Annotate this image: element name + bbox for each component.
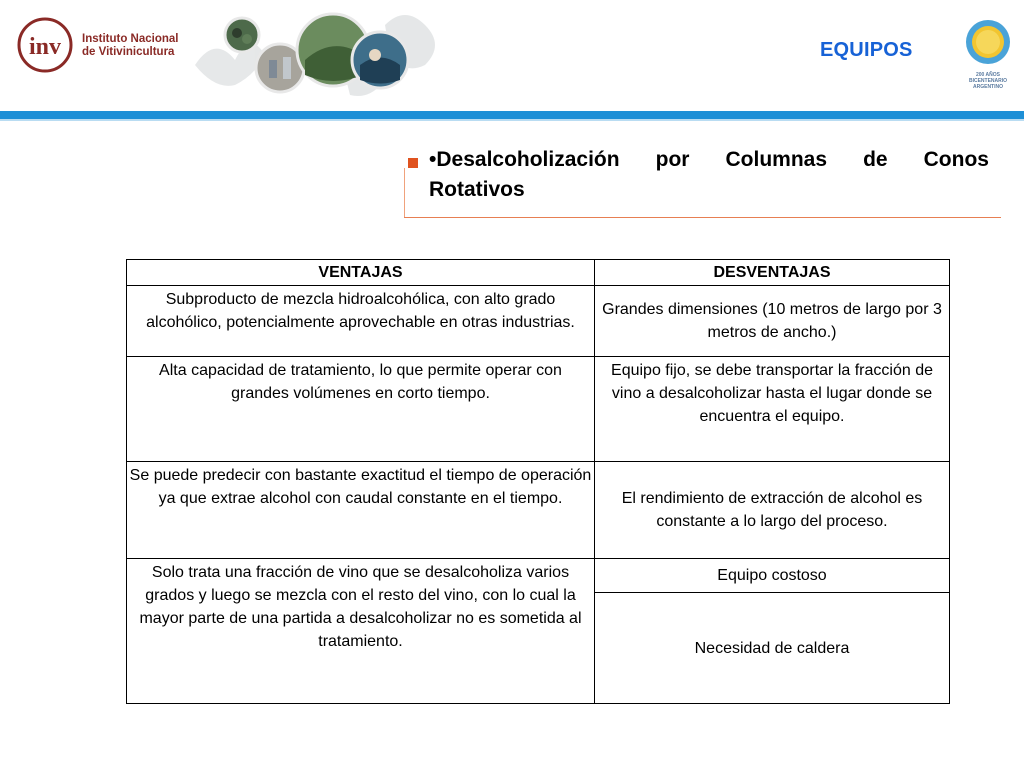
accent-square-icon xyxy=(408,158,418,168)
bicentenario-text xyxy=(962,72,1014,90)
subtitle-word: Conos xyxy=(923,148,989,171)
bicentenario-line2: BICENTENARIO xyxy=(968,78,1008,84)
bicentenario-line1: 200 AÑOS xyxy=(976,72,1000,78)
header-band-line xyxy=(0,119,1024,121)
header-ventajas: VENTAJAS xyxy=(127,260,595,286)
ventaja-cell: Se puede predecir con bastante exactitud el tiempo de operación ya que extrae alcohol con caudal constante en el tiempo. xyxy=(127,462,595,559)
accent-divider-vertical xyxy=(404,168,405,218)
table-row xyxy=(127,462,950,559)
subtitle-line1 xyxy=(429,145,989,175)
subtitle-word: •Desalcoholización xyxy=(429,148,620,171)
org-name-line1: Instituto Nacional xyxy=(82,33,179,45)
org-name xyxy=(82,33,178,59)
section-subtitle xyxy=(429,145,989,205)
table-row xyxy=(127,559,950,593)
inv-logo-icon xyxy=(16,17,74,73)
bullet: • xyxy=(429,148,437,171)
desventaja-cell: Equipo costoso xyxy=(595,559,950,593)
desventaja-cell: Equipo fijo, se debe transportar la fracción de vino a desalcoholizar hasta el lugar donde se encuentra el equipo. xyxy=(595,357,950,462)
photo-grapes-icon xyxy=(225,18,259,52)
header-desventajas: DESVENTAJAS xyxy=(595,260,950,286)
bicentenario-line3: ARGENTINO xyxy=(973,84,1003,90)
desventaja-cell: Grandes dimensiones (10 metros de largo por 3 metros de ancho.) xyxy=(595,286,950,357)
ventaja-cell: Alta capacidad de tratamiento, lo que permite operar con grandes volúmenes en corto tiempo. xyxy=(127,357,595,462)
subtitle-line2: Rotativos xyxy=(429,178,525,201)
table-row xyxy=(127,286,950,357)
desventaja-cell: El rendimiento de extracción de alcohol es constante a lo largo del proceso. xyxy=(595,462,950,559)
org-name-line2: de Vitivinicultura xyxy=(82,46,175,58)
vineyard-photos-decoration xyxy=(195,5,445,105)
ventaja-cell: Subproducto de mezcla hidroalcohólica, con alto grado alcohólico, potencialmente aprovechable en otras industrias. xyxy=(127,286,595,357)
accent-divider-horizontal xyxy=(404,217,1001,218)
table-header-row xyxy=(127,260,950,286)
ventaja-cell: Solo trata una fracción de vino que se desalcoholiza varios grados y luego se mezcla con el resto del vino, con lo cual la mayor parte de una partida a desalcoholizar no es sometida al tratamiento. xyxy=(127,559,595,704)
header xyxy=(0,0,1024,112)
subtitle-word: de xyxy=(863,148,888,171)
subtitle-word: por xyxy=(655,148,690,171)
header-band xyxy=(0,111,1024,119)
subtitle-word: Columnas xyxy=(725,148,828,171)
desventaja-cell: Necesidad de caldera xyxy=(595,593,950,704)
table-row xyxy=(127,357,950,462)
logo-letters: inv xyxy=(28,34,62,60)
comparison-table xyxy=(126,259,950,704)
page-title: EQUIPOS xyxy=(820,39,913,61)
